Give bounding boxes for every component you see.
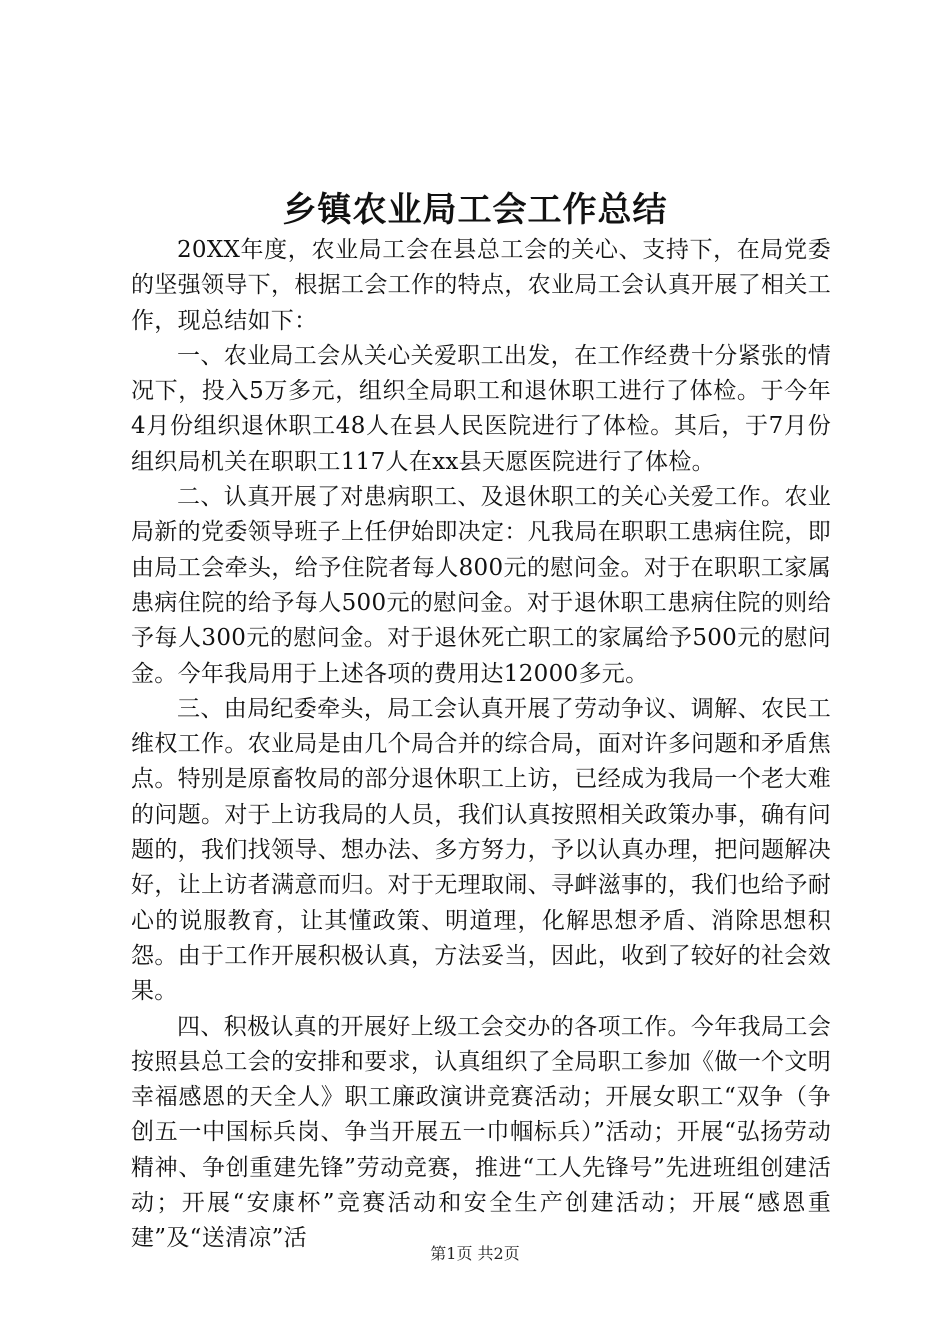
document-body — [131, 233, 831, 1257]
paragraph-section-3: 三、由局纪委牵头，局工会认真开展了劳动争议、调解、农民工维权工作。农业局是由几个局合并的综合局，面对许多问题和矛盾焦点。特别是原畜牧局的部分退休职工上访，已经成为我局一个老大难的问题。对于上访我局的人员，我们认真按照相关政策办事，确有问题的，我们找领导、想办法、多方努力，予以认真办理，把问题解决好，让上访者满意而归。对于无理取闹、寻衅滋事的，我们也给予耐心的说服教育，让其懂政策、明道理，化解思想矛盾、消除思想积怨。由于工作开展积极认真，方法妥当，因此，收到了较好的社会效果。 — [131, 695, 831, 1005]
paragraph-section-4: 四、积极认真的开展好上级工会交办的各项工作。今年我局工会按照县总工会的安排和要求，认真组织了全局职工参加《做一个文明幸福感恩的天全人》职工廉政演讲竞赛活动；开展女职工“双争（争创五一中国标兵岗、争当开展五一巾帼标兵）”活动；开展“弘扬劳动精神、争创重建先锋”劳动竞赛，推进“工人先锋号”先进班组创建活动；开展“安康杯”竞赛活动和安全生产创建活动；开展“感恩重建”及“送清凉”活 — [131, 1013, 831, 1252]
page-footer: 第1页 共2页 — [430, 1244, 520, 1263]
document-title: 乡镇农业局工会工作总结 — [282, 190, 668, 230]
paragraph-section-2: 二、认真开展了对患病职工、及退休职工的关心关爱工作。农业局新的党委领导班子上任伊始即决定：凡我局在职职工患病住院，即由局工会牵头，给予住院者每人800元的慰问金。对于在职职工家属患病住院的给予每人500元的慰问金。对于退休职工患病住院的则给予每人300元的慰问金。对于退休死亡职工的家属给予500元的慰问金。今年我局用于上述各项的费用达12000多元。 — [131, 484, 831, 687]
paragraph-intro: 20XX年度，农业局工会在县总工会的关心、支持下，在局党委的坚强领导下，根据工会工作的特点，农业局工会认真开展了相关工作，现总结如下： — [131, 237, 831, 334]
paragraph-section-1: 一、农业局工会从关心关爱职工出发，在工作经费十分紧张的情况下，投入5万多元，组织全局职工和退休职工进行了体检。于今年4月份组织退休职工48人在县人民医院进行了体检。其后，于7月份组织局机关在职职工117人在xx县天愿医院进行了体检。 — [131, 342, 831, 475]
